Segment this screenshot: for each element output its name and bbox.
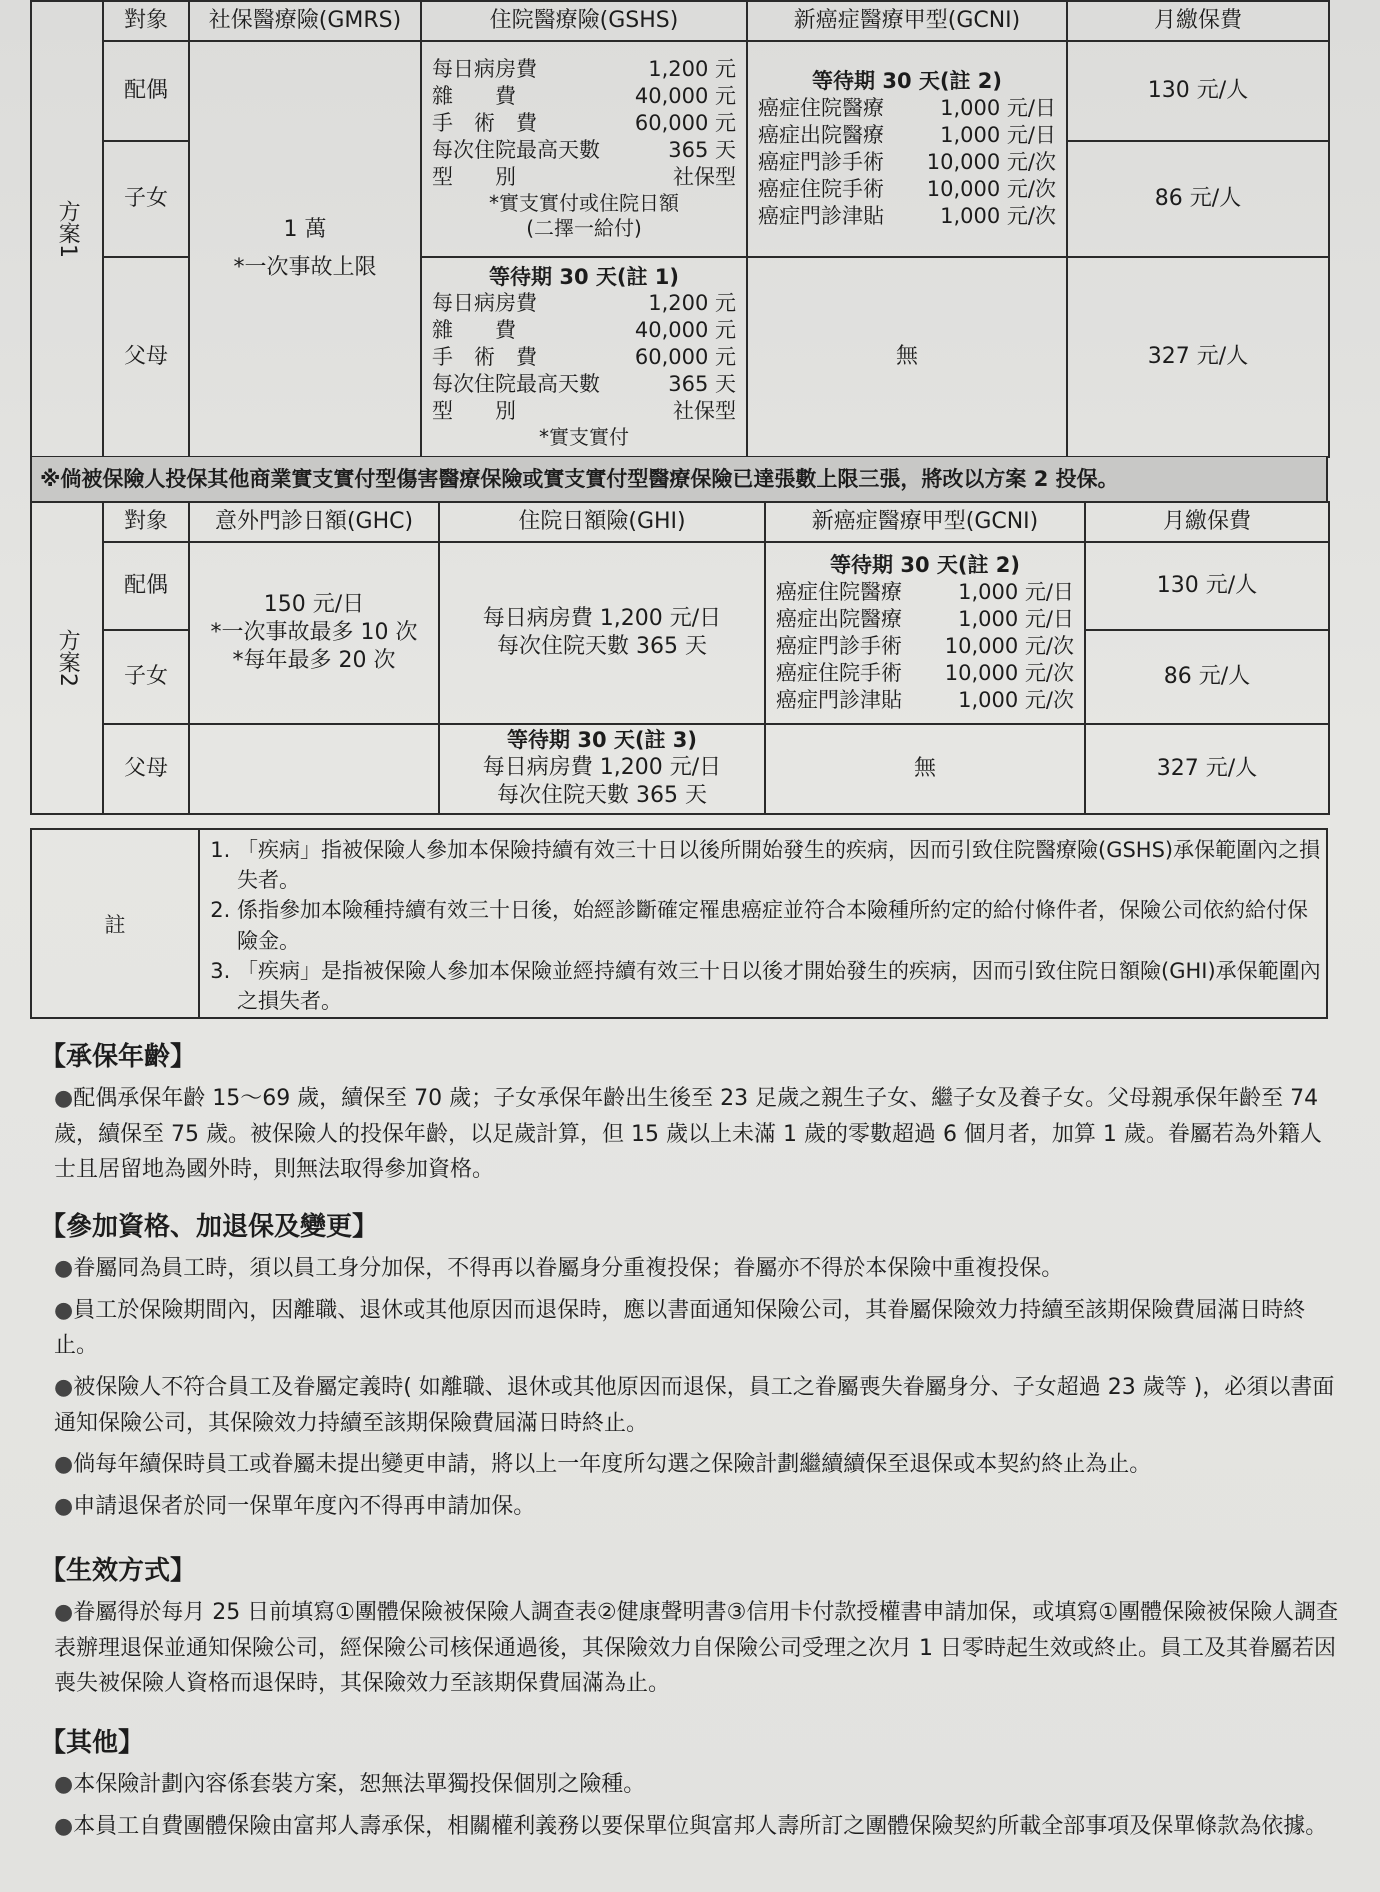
- kv-val: 社保型: [673, 398, 736, 423]
- kv-val: 60,000 元: [634, 345, 736, 370]
- section-para: [40, 1370, 1340, 1441]
- kv-key: 癌症門診手術: [776, 634, 902, 658]
- kv-row: [426, 398, 742, 425]
- kv-key: 雜 費: [432, 318, 516, 343]
- kv-key: 每次住院最高天數: [432, 372, 600, 397]
- section-other: [40, 1722, 1340, 1850]
- gshs-b-note: *實支實付: [539, 424, 629, 449]
- plan1-table: [30, 0, 1330, 458]
- plan1-member-spouse: 配偶: [103, 41, 189, 141]
- plan2-header-ghi: 住院日額險(GHI): [439, 502, 765, 542]
- notes-list: [201, 835, 1325, 1016]
- bullet-icon: ●: [54, 1452, 74, 1478]
- kv-row: [770, 633, 1080, 660]
- kv-row: [770, 579, 1080, 606]
- plan1-member-child: 子女: [103, 141, 189, 257]
- kv-key: 癌症門診手術: [758, 150, 884, 174]
- ghi-b-title: 等待期 30 天(註 3): [507, 728, 697, 753]
- kv-row: [426, 110, 742, 137]
- kv-val: 1,000 元/日: [958, 580, 1074, 605]
- kv-val: 365 天: [668, 372, 736, 397]
- section-title: 【其他】: [40, 1728, 145, 1758]
- plan1-premium-spouse: 130 元/人: [1067, 41, 1329, 141]
- kv-key: 型 別: [432, 164, 516, 189]
- kv-val: 10,000 元/次: [926, 176, 1056, 201]
- bullet-icon: ●: [54, 1374, 74, 1400]
- plan-switch-warning: ※倘被保險人投保其他商業實支實付型傷害醫療保險或實支實付型醫療保險已達張數上限三張，將改以方案 2 投保。: [30, 457, 1328, 501]
- plan1-header-gshs: 住院醫療險(GSHS): [421, 1, 747, 41]
- bullet-icon: ●: [54, 1772, 74, 1797]
- kv-val: 60,000 元: [634, 110, 736, 135]
- section-eligibility: [40, 1206, 1340, 1530]
- section-para: [40, 1447, 1340, 1483]
- section-para: [40, 1489, 1340, 1525]
- kv-key: 型 別: [432, 398, 516, 423]
- plan2-gcni: [765, 542, 1085, 724]
- section-para: [40, 1293, 1340, 1364]
- kv-key: 每日病房費: [432, 291, 537, 316]
- kv-key: 手 術 費: [432, 110, 537, 135]
- plan1-header-gmrs: 社保醫療險(GMRS): [189, 1, 421, 41]
- kv-row: [752, 203, 1062, 230]
- kv-row: [752, 122, 1062, 149]
- bullet-icon: ●: [54, 1600, 74, 1625]
- bullet-icon: ●: [54, 1297, 74, 1323]
- kv-row: [426, 344, 742, 371]
- para-text: 眷屬同為員工時，須以員工身分加保，不得再以眷屬身分重複投保；眷屬亦不得於本保險中重複投保。: [73, 1256, 1064, 1281]
- kv-row: [426, 137, 742, 164]
- para-text: 倘每年續保時員工或眷屬未提出變更申請，將以上一年度所勾選之保險計劃繼續續保至退保或本契約終止為止。: [73, 1452, 1152, 1478]
- plan2-header-gcni: 新癌症醫療甲型(GCNI): [765, 502, 1085, 542]
- para-text: 被保險人不符合員工及眷屬定義時( 如離職、退休或其他原因而退保，員工之眷屬喪失眷屬身分、子女超過 23 歲等 )，必須以書面通知保險公司，其保險效力持續至該期保險費屆滿日時終止。: [54, 1374, 1335, 1436]
- kv-val: 365 天: [668, 137, 736, 162]
- notes-label: 註: [31, 829, 199, 1018]
- kv-val: 1,000 元/日: [940, 96, 1056, 121]
- bullet-icon: ●: [54, 1086, 74, 1111]
- para-text: 眷屬得於每月 25 日前填寫①團體保險被保險人調查表②健康聲明書③信用卡付款授權書申請加保，或填寫①團體保險被保險人調查表辦理退保並通知保險公司，經保險公司核保通過後，其保險效力自保險公司受理之次月 1 日零時起生效或終止。員工及其眷屬若因喪失被保險人資格而退保時，其保險效力至該期保費屆滿為止。: [54, 1600, 1339, 1697]
- section-effective: [40, 1550, 1340, 1708]
- gshs-a-note1: *實支實付或住院日額: [489, 190, 679, 215]
- plan1-header-target: 對象: [103, 1, 189, 41]
- section-para: [40, 1251, 1340, 1287]
- plan2-header-premium: 月繳保費: [1085, 502, 1329, 542]
- plan2-header-target: 對象: [103, 502, 189, 542]
- gmrs-note: *一次事故上限: [233, 255, 377, 280]
- plan1-label: 方案1: [31, 1, 103, 457]
- plan1-member-parent: 父母: [103, 257, 189, 457]
- kv-key: 癌症住院醫療: [776, 580, 902, 605]
- ghc-line3: *每年最多 20 次: [232, 648, 396, 674]
- kv-key: 手 術 費: [432, 345, 537, 370]
- plan2-member-spouse: 配偶: [103, 542, 189, 630]
- section-para: [40, 1595, 1340, 1702]
- para-text: 員工於保險期間內，因離職、退休或其他原因而退保時，應以書面通知保險公司，其眷屬保險效力持續至該期保險費屆滿日時終止。: [54, 1297, 1306, 1359]
- kv-key: 癌症門診津貼: [758, 203, 884, 228]
- notes-content: [199, 829, 1327, 1018]
- ghi-a-line1: 每日病房費 1,200 元/日: [482, 605, 722, 631]
- plan1-gshs-a: [421, 41, 747, 257]
- kv-key: 癌症門診津貼: [776, 687, 902, 712]
- notes-table: [30, 828, 1328, 1019]
- para-text: 本保險計劃內容係套裝方案，恕無法單獨投保個別之險種。: [73, 1772, 646, 1797]
- kv-val: 1,000 元/次: [958, 687, 1074, 712]
- kv-val: 10,000 元/次: [926, 150, 1056, 174]
- kv-val: 10,000 元/次: [944, 660, 1074, 685]
- kv-row: [426, 317, 742, 344]
- kv-val: 社保型: [673, 164, 736, 189]
- plan2-ghc-cell: [189, 542, 439, 724]
- bullet-icon: ●: [54, 1256, 74, 1281]
- section-title: 【參加資格、加退保及變更】: [40, 1212, 379, 1242]
- plan1-gshs-b: [421, 257, 747, 457]
- ghi-b-line2: 每次住院天數 365 天: [497, 783, 707, 809]
- para-text: 申請退保者於同一保單年度內不得再申請加保。: [73, 1493, 536, 1519]
- gshs-a-note2: (二擇一給付): [526, 216, 642, 241]
- kv-row: [752, 149, 1062, 176]
- plan2-premium-spouse: 130 元/人: [1085, 542, 1329, 630]
- kv-val: 1,000 元/次: [940, 203, 1056, 228]
- plan2-member-child: 子女: [103, 630, 189, 724]
- plan1-gcni-none: 無: [747, 257, 1067, 457]
- plan2-ghc-parent-empty: [189, 724, 439, 814]
- bullet-icon: ●: [54, 1813, 74, 1839]
- plan1-header-gcni: 新癌症醫療甲型(GCNI): [747, 1, 1067, 41]
- ghi-a-line2: 每次住院天數 365 天: [497, 634, 707, 659]
- plan2-ghi-a: [439, 542, 765, 724]
- note-item: 1. 「疾病」指被保險人參加本保險持續有效三十日以後所開始發生的疾病，因而引致住院醫療險(GSHS)承保範圍內之損失者。: [237, 835, 1325, 895]
- plan1-gcni: [747, 41, 1067, 257]
- note-item: 3. 「疾病」是指被保險人參加本保險並經持續有效三十日以後才開始發生的疾病，因而引致住院日額險(GHI)承保範圍內之損失者。: [237, 956, 1325, 1016]
- plan1-premium-parent: 327 元/人: [1067, 257, 1329, 457]
- kv-row: [426, 83, 742, 110]
- kv-row: [752, 176, 1062, 203]
- ghc-line1: 150 元/日: [263, 591, 365, 617]
- kv-val: 1,000 元/日: [958, 607, 1074, 632]
- gcni-title: 等待期 30 天(註 2): [812, 69, 1002, 94]
- bullet-icon: ●: [54, 1493, 74, 1519]
- plan1-header-premium: 月繳保費: [1067, 1, 1329, 41]
- kv-key: 癌症出院醫療: [758, 123, 884, 148]
- kv-row: [426, 164, 742, 191]
- gcni-title: 等待期 30 天(註 2): [830, 553, 1020, 578]
- kv-row: [426, 290, 742, 317]
- kv-key: 每日病房費: [432, 57, 537, 82]
- plan2-premium-parent: 327 元/人: [1085, 724, 1329, 814]
- ghi-b-line1: 每日病房費 1,200 元/日: [482, 755, 722, 781]
- kv-row: [426, 371, 742, 398]
- section-para: [40, 1809, 1340, 1845]
- kv-row: [770, 660, 1080, 687]
- kv-val: 10,000 元/次: [944, 634, 1074, 658]
- kv-key: 癌症住院醫療: [758, 96, 884, 121]
- note-item: 2. 係指參加本險種持續有效三十日後，始經診斷確定罹患癌症並符合本險種所約定的給付條件者，保險公司依約給付保險金。: [237, 895, 1325, 955]
- gshs-b-title: 等待期 30 天(註 1): [489, 264, 679, 289]
- plan2-gcni-none: 無: [765, 724, 1085, 814]
- plan2-header-ghc: 意外門診日額(GHC): [189, 502, 439, 542]
- kv-val: 40,000 元: [634, 84, 736, 109]
- plan2-member-parent: 父母: [103, 724, 189, 814]
- kv-row: [426, 56, 742, 83]
- kv-val: 1,000 元/日: [940, 123, 1056, 148]
- section-title: 【承保年齡】: [40, 1042, 197, 1072]
- kv-key: 癌症住院手術: [758, 176, 884, 201]
- plan2-label: 方案2: [31, 502, 103, 814]
- kv-row: [752, 95, 1062, 122]
- section-title: 【生效方式】: [40, 1556, 197, 1586]
- kv-val: 1,200 元: [648, 57, 736, 82]
- kv-key: 癌症住院手術: [776, 660, 902, 685]
- kv-key: 癌症出院醫療: [776, 607, 902, 632]
- kv-row: [770, 606, 1080, 633]
- section-para: [40, 1767, 1340, 1803]
- ghc-line2: *一次事故最多 10 次: [210, 619, 418, 645]
- plan1-gmrs-cell: [189, 41, 421, 457]
- kv-val: 1,200 元: [648, 291, 736, 316]
- kv-val: 40,000 元: [634, 318, 736, 343]
- plan2-table: [30, 501, 1330, 815]
- plan2-premium-child: 86 元/人: [1085, 630, 1329, 724]
- kv-key: 每次住院最高天數: [432, 137, 600, 162]
- plan2-ghi-b: [439, 724, 765, 814]
- plan1-premium-child: 86 元/人: [1067, 141, 1329, 257]
- para-text: 本員工自費團體保險由富邦人壽承保，相關權利義務以要保單位與富邦人壽所訂之團體保險契約所載全部事項及保單條款為依據。: [73, 1813, 1328, 1839]
- section-para: [40, 1081, 1340, 1188]
- para-text: 配偶承保年齡 15～69 歲，續保至 70 歲；子女承保年齡出生後至 23 足歲之親生子女、繼子女及養子女。父母親承保年齡至 74 歲，續保至 75 歲。被保險人的投保年齡，以足歲計算，但 15 歲以上未滿 1 歲的零數超過 6 個月者，加算 1 歲。眷屬若為外籍人士且居留地為國外時，則無法取得參加資格。: [54, 1086, 1322, 1183]
- gmrs-amount: 1 萬: [283, 216, 327, 242]
- section-age: [40, 1036, 1340, 1194]
- kv-row: [770, 687, 1080, 714]
- kv-key: 雜 費: [432, 84, 516, 109]
